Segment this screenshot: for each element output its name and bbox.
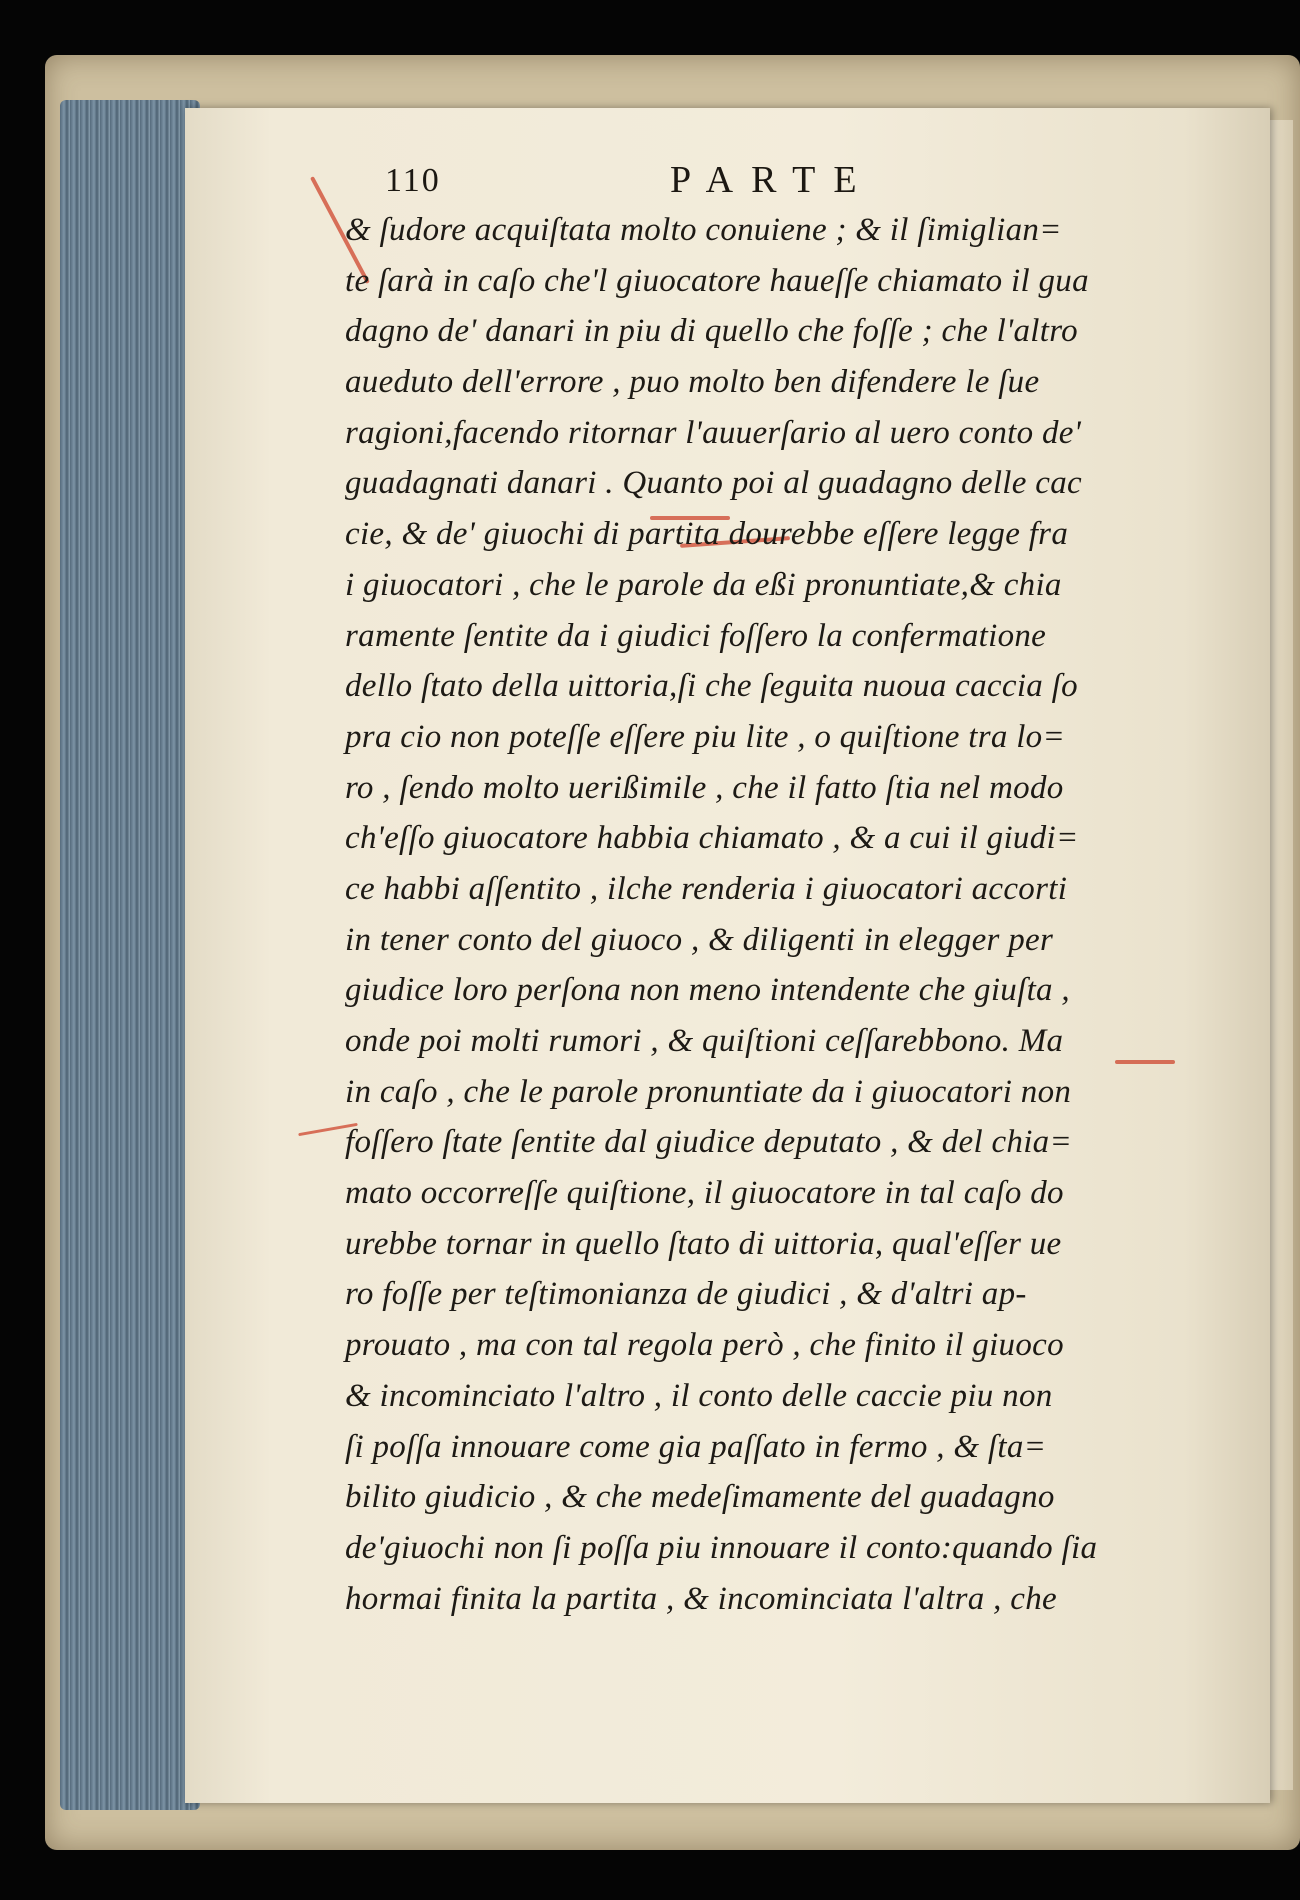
text-line: giudice loro perſona non meno intendente che giuſta , [345,972,1070,1009]
text-line: ro foſſe per teſtimonianza de giudici , & d'altri ap- [345,1276,1027,1313]
text-line: urebbe tornar in quello ſtato di uittoria, qual'eſſer ue [345,1225,1062,1262]
text-line: ro , ſendo molto uerißimile , che il fatto ſtia nel modo [345,769,1064,806]
text-line: ramente ſentite da i giudici foſſero la confermatione [345,617,1047,654]
text-line: cie, & de' giuochi di partita dourebbe eſſere legge fra [345,516,1069,553]
running-head: PARTE [670,159,875,201]
text-line: hormai finita la partita , & incominciata l'altra , che [345,1580,1057,1617]
text-line: bilito giudicio , & che medeſimamente del guadagno [345,1479,1055,1516]
text-line: & ſudore acquiſtata molto conuiene ; & il ſimiglian= [345,212,1062,248]
text-line: & incominciato l'altro , il conto delle caccie piu non [345,1377,1053,1414]
text-line: in caſo , che le parole pronuntiate da i giuocatori non [345,1073,1072,1110]
text-line: i giuocatori , che le parole da eßi pronuntiate,& chia [345,566,1062,603]
text-line: dagno de' danari in piu di quello che foſſe ; che l'altro [345,313,1078,350]
text-line: foſſero ſtate ſentite dal giudice deputato , & del chia= [345,1124,1073,1161]
text-line: de'giuochi non ſi poſſa piu innouare il conto:quando ſia [345,1529,1098,1566]
text-line: ce habbi aſſentito , ilche renderia i giuocatori accorti [345,870,1068,907]
text-line: dello ſtato della uittoria,ſi che ſeguita nuoua caccia ſo [345,668,1078,705]
text-line: ſi poſſa innouare come gia paſſato in fermo , & ſta= [345,1428,1047,1465]
text-line: onde poi molti rumori , & quiſtioni ceſſarebbono. Ma [345,1023,1064,1059]
text-line: in tener conto del giuoco , & diligenti in elegger per [345,921,1054,958]
text-line: pra cio non poteſſe eſſere piu lite , o quiſtione tra lo= [345,718,1066,755]
text-line: ragioni,facendo ritornar l'auuerſario al uero conto de' [345,414,1082,451]
page-header [385,158,945,208]
text-line: prouato , ma con tal regola però , che finito il giuoco [345,1327,1064,1364]
body-text [345,205,1175,1624]
page-number: 110 [385,162,441,199]
text-line: te ſarà in caſo che'l giuocatore haueſſe chiamato il gua [345,262,1089,299]
text-line: mato occorreſſe quiſtione, il giuocatore in tal caſo do [345,1175,1064,1212]
text-line: guadagnati danari . Quanto poi al guadagno delle cac [345,465,1082,502]
page-edges [60,100,200,1810]
text-line: aueduto dell'errore , puo molto ben difendere le ſue [345,364,1040,401]
text-line: ch'eſſo giuocatore habbia chiamato , & a cui il giudi= [345,820,1079,857]
